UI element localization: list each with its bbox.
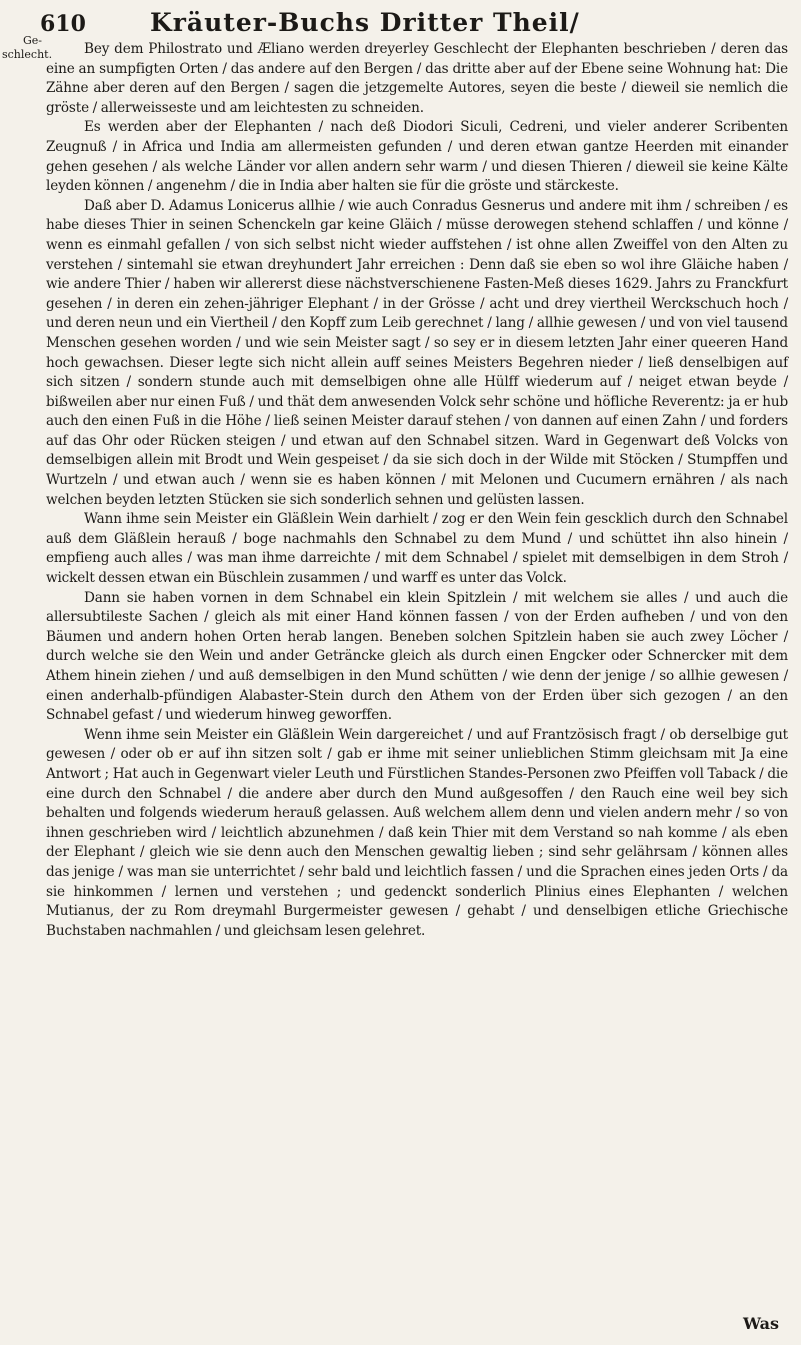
- running-head: Kräuter-Buchs Dritter Theil/: [150, 8, 580, 37]
- catchword: Was: [743, 1314, 779, 1333]
- page-number: 610: [40, 11, 86, 37]
- paragraph: Wann ihme sein Meister ein Gläßlein Wein darhielt / zog er den Wein fein gescklich durch den Schnabel auß dem Gläßlein herauß / boge nachmahls den Schnabel zu dem Mund / und schüttet ihn also hinein / empfieng auch alles / was man ihme darreichte / mit dem Schnabel / spielet mit demselbigen in dem Stroh / wickelt dessen etwan ein Büschlein zusammen / und warff es unter das Volck.: [46, 511, 788, 587]
- paragraph: Bey dem Philostrato und Æliano werden dreyerley Geschlecht der Elephanten beschrieben / deren das eine an sumpfigten Orten / das andere auf den Bergen / das dritte aber auf der Ebene seine Wohnung hat: Die Zähne aber deren auf den Bergen / sagen die jetzgemelte Autores, seyen die beste / dieweil sie nemlich die gröste / allerweisseste und am leichtesten zu schneiden.: [46, 41, 788, 116]
- body-text: [46, 40, 788, 1300]
- paragraph: Wenn ihme sein Meister ein Gläßlein Wein dargereichet / und auf Frantzösisch fragt / ob derselbige gut gewesen / oder ob er auf ihn sitzen solt / gab er ihme mit seiner unlieblichen Stimm gleichsam mit Ja eine Antwort ; Hat auch in Gegenwart vieler Leuth und Fürstlichen Standes-Personen zwo Pfeiffen voll Taback / die eine durch den Schnabel / die andere aber durch den Mund außgesoffen / den Rauch eine weil bey sich behalten und folgends wiederum herauß gelassen. Auß welchem allem denn und vielen andern mehr / so von ihnen geschrieben wird / leichtlich abzunehmen / daß kein Thier mit dem Verstand so nah komme / als eben der Elephant / gleich wie sie denn auch den Menschen gewaltig lieben ; sind sehr gelährsam / können alles das jenige / was man sie unterrichtet / sehr bald und leichtlich fassen / und die Sprachen eines jeden Orts / da sie hinkommen / lernen und verstehen ; und gedenckt sonderlich Plinius eines Elephanten / welchen Mutianus, der zu Rom dreymahl Burgermeister gewesen / gehabt / und denselbigen etliche Griechische Buchstaben nachmahlen / und gleichsam lesen gelehret.: [46, 726, 788, 939]
- paragraph: Dann sie haben vornen in dem Schnabel ein klein Spitzlein / mit welchem sie alles / und auch die allersubtileste Sachen / gleich als mit einer Hand können fassen / von der Erden aufheben / und von den Bäumen und andern hohen Orten herab langen. Beneben solchen Spitzlein haben sie auch zwey Löcher / durch welche sie den Wein und ander Geträncke gleich als durch einen Engcker oder Schnercker mit dem Athem hinein ziehen / und auß demselbigen in den Mund schütten / wie denn der jenige / so allhie gewesen / einen anderhalb-pfündigen Alabaster-Stein durch den Athem von der Erden über sich gezogen / an den Schnabel gefast / und wiederum hinweg geworffen.: [46, 589, 788, 724]
- paragraph: Es werden aber der Elephanten / nach deß Diodori Siculi, Cedreni, und vieler anderer Scribenten Zeugnuß / in Africa und India am allermeisten gefunden / und deren etwan gantze Heerden mit einander gehen gesehen / als welche Länder vor allen andern sehr warm / und diesen Thieren / dieweil sie keine Kälte leyden können / angenehm / die in India aber halten sie für die gröste und stärckeste.: [46, 119, 788, 195]
- paragraph: Daß aber D. Adamus Lonicerus allhie / wie auch Conradus Gesnerus und andere mit ihm / schreiben / es habe dieses Thier in seinen Schenckeln gar keine Gläich / müsse derowegen stehend schlaffen / und könne / wenn es einmahl gefallen / von sich selbst nicht wieder auffstehen / ist ohne allen Zweiffel von den Alten zu verstehen / sintemahl sie etwan dreyhundert Jahr erreichen : Denn daß sie eben so wol ihre Gläiche haben / wie andere Thier / haben wir allererst diese nächstverschienene Fasten-Meß dieses 1629. Jahrs zu Franckfurt gesehen / in deren ein zehen-jähriger Elephant / in der Grösse / acht und drey viertheil Werckschuch hoch / und deren neun und ein Viertheil / den Kopff zum Leib gerechnet / lang / allhie gewesen / und von viel tausend Menschen gesehen worden / und wie sein Meister sagt / so sey er in diesem letzten Jahr einer queeren Hand hoch gewachsen. Dieser legte sich nicht allein auff seines Meisters Begehren nieder / ließ denselbigen auf sich sitzen / sondern stunde auch mit demselbigen ohne alle Hülff wiederum auf / neiget etwan beyde / bißweilen aber nur einen Fuß / und thät dem anwesenden Volck sehr schöne und höfliche Reverentz: ja er hub auch den einen Fuß in die Höhe / ließ seinen Meister darauf stehen / von dannen auf einen Zahn / und forders auf das Ohr oder Rücken steigen / und etwan auf den Schnabel sitzen. Ward in Gegenwart deß Volcks von demselbigen allein mit Brodt und Wein gespeiset / da sie sich doch in der Wilde mit Stöcken / Stumpffen und Wurtzeln / und etwan auch / wenn sie es haben können / mit Melonen und Cucumern ernähren / als nach welchen beyden letzten Stücken sie sich sonderlich sehnen und gelüsten lassen.: [46, 197, 788, 508]
- margin-note: Ge-schlecht.: [2, 34, 53, 61]
- page-header: [40, 8, 780, 40]
